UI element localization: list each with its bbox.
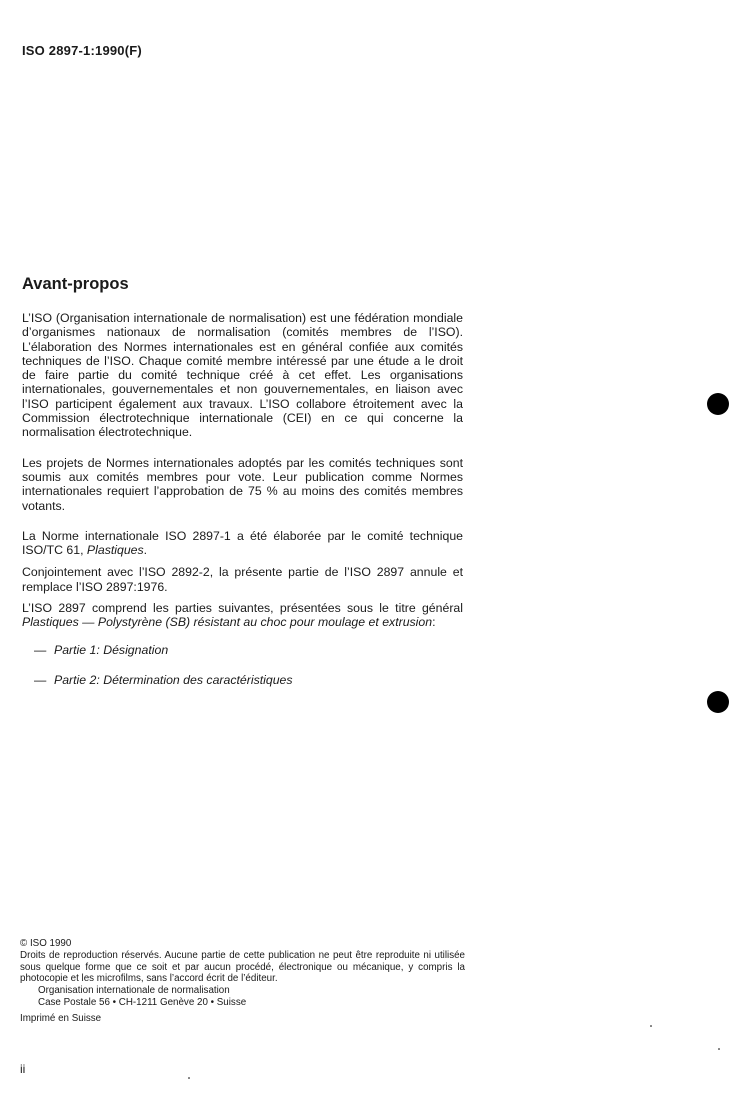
paragraph-voting: Les projets de Normes internationales adoptés par les comités techniques sont soumis aux comités membres pour vote. Leur publication comme Normes internationales requiert l’approbation de 75 % au moins des comités membres votants. [22,455,463,513]
organization-name: Organisation internationale de normalisation [38,985,230,997]
binding-hole-mark [707,691,729,713]
paragraph-prepared-by-text: La Norme internationale ISO 2897-1 a été élaborée par le comité technique ISO/TC 61, [22,528,463,558]
paragraph-replaces: Conjointement avec l’ISO 2892-2, la présente partie de l’ISO 2897 annule et remplace l’ISO 2897:1976. [22,565,463,594]
paragraph-parts-intro-text: L’ISO 2897 comprend les parties suivantes, présentées sous le titre général [22,601,463,616]
paragraph-parts-intro [22,601,463,630]
body-text [22,311,463,687]
list-item-label: Partie 2: Détermination des caractéristiques [54,672,293,687]
list-item-label: Partie 1: Désignation [54,642,169,657]
organization-address: Case Postale 56 • CH-1211 Genève 20 • Suisse [38,996,247,1008]
list-dash: — [34,672,47,687]
list-item [34,673,463,687]
paragraph-prepared-by-end: . [143,543,148,558]
scan-speck [650,1025,652,1027]
list-item [34,643,463,657]
copyright-notice: Droits de reproduction réservés. Aucune partie de cette publication ne peut être reproduite ni utilisée sous quelque forme que ce soit et par aucun procédé, électronique ou mécanique, y compris la photocopie et les microfilms, sans l’accord écrit de l’éditeur. [20,949,465,985]
paragraph-prepared-by [22,529,463,558]
document-reference: ISO 2897-1:1990(F) [22,43,142,58]
committee-name: Plastiques [86,543,144,558]
page-number: ii [20,1062,26,1076]
paragraph-iso-description: L’ISO (Organisation internationale de normalisation) est une fédération mondiale d’organismes nationaux de normalisation (comités membres de l’ISO). L’élaboration des Normes internationales est en général confiée aux comités techniques de l’ISO. Chaque comité membre intéressé par une étude a le droit de faire partie du comité technique créé à cet effet. Les organisations internationales, gouvernementales et non gouvernementales, en liaison avec l’ISO participent également aux travaux. L’ISO collabore étroitement avec la Commission électrotechnique internationale (CEI) en ce qui concerne la normalisation électrotechnique. [22,311,463,440]
copyright-block [20,938,465,1025]
binding-hole-mark [707,393,729,415]
general-title: Plastiques — Polystyrène (SB) résistant au choc pour moulage et extrusion [22,615,433,630]
printed-in: Imprimé en Suisse [20,1012,102,1024]
copyright-line: © ISO 1990 [20,938,72,949]
list-dash: — [34,642,47,657]
scan-speck [188,1077,190,1079]
paragraph-parts-intro-end: : [432,615,436,630]
section-title: Avant-propos [22,275,129,293]
scan-speck [718,1048,720,1050]
